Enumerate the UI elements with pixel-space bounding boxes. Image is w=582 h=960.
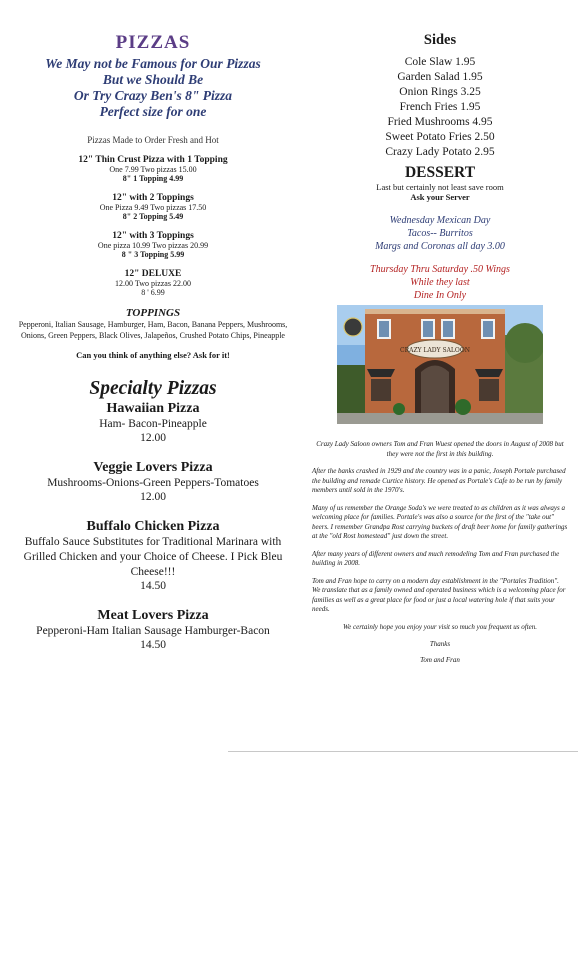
specialty-item-name: Buffalo Chicken Pizza (86, 519, 220, 534)
pizza-item-prices: One Pizza 9.49 Two pizzas 17.50 (99, 203, 207, 212)
pizza-item-eight-inch: 8 ' 6.99 (141, 288, 165, 297)
pizza-item-eight-inch: 8" 2 Topping 5.49 (122, 212, 184, 221)
toppings-list: Pepperoni, Italian Sausage, Hamburger, Ham, Bacon, Banana Peppers, Mushrooms, Onions, Green Peppers, Black Olives, Jalapeños, Crushed Potato Chips, Pineapple (18, 320, 288, 340)
pizza-item-eight-inch: 8 " 3 Topping 5.99 (121, 250, 185, 259)
specialty-item-price: 14.50 (140, 639, 166, 651)
thanks-text: Thanks (429, 640, 451, 648)
owners-signature: Tom and Fran (420, 655, 460, 664)
side-item: Cole Slaw 1.95 (404, 56, 476, 68)
pizza-item-heading: 12" Thin Crust Pizza with 1 Topping (78, 155, 228, 165)
story-paragraph: After the banks crashed in 1929 and the country was in a panic, Joseph Portale purchased the building and remade Curtice history. He opened as Portale's Cafe to be run by family members until sold in the 1970's. (312, 467, 566, 494)
side-item: Onion Rings 3.25 (399, 86, 481, 98)
pizza-item-heading: 12" DELUXE (124, 269, 182, 279)
sides-title: Sides (423, 32, 457, 48)
side-item: Crazy Lady Potato 2.95 (385, 146, 495, 158)
specialty-item (14, 608, 292, 651)
side-item: French Fries 1.95 (399, 101, 481, 113)
tagline-line: We May not be Famous for Our Pizzas (45, 56, 261, 71)
dessert-title: DESSERT (404, 164, 476, 181)
pizza-item (14, 269, 292, 297)
specialty-item-name: Hawaiian Pizza (106, 401, 200, 416)
special-line: Wednesday Mexican Day (389, 215, 491, 226)
saloon-building-photo (337, 305, 543, 424)
special-line: Tacos-- Burritos (407, 228, 473, 239)
specialty-item (14, 401, 292, 444)
dessert-ask: Ask your Server (410, 192, 470, 202)
specialty-item-price: 14.50 (140, 580, 166, 592)
pizza-item (14, 155, 292, 183)
specialty-item-desc: Buffalo Sauce Substitutes for Traditional Marinara with Grilled Chicken and your Choice of Cheese. I Pick Bleu Cheese!!! (23, 536, 283, 578)
tagline-line: But we Should Be (102, 72, 204, 87)
pizza-tagline (14, 56, 292, 120)
pizza-item-heading: 12" with 2 Toppings (112, 193, 194, 203)
side-item: Fried Mushrooms 4.95 (387, 116, 493, 128)
pizza-item-prices: One pizza 10.99 Two pizzas 20.99 (97, 241, 209, 250)
building-illustration (337, 305, 543, 424)
ask-for-it-note: Can you think of anything else? Ask for it! (76, 350, 230, 360)
specialty-item (14, 460, 292, 503)
pizza-item-heading: 12" with 3 Toppings (112, 231, 194, 241)
specialty-pizzas-title: Specialty Pizzas (89, 378, 217, 399)
specialty-item-price: 12.00 (140, 491, 166, 503)
pizza-item-eight-inch: 8" 1 Topping 4.99 (122, 174, 184, 183)
side-item: Sweet Potato Fries 2.50 (385, 131, 495, 143)
history-story (304, 440, 576, 665)
specialty-item-desc: Ham- Bacon-Pineapple (99, 418, 207, 430)
dessert-note: Last but certainly not least save room (376, 182, 504, 192)
special-line: While they last (410, 277, 470, 288)
pizza-item-prices: One 7.99 Two pizzas 15.00 (109, 165, 197, 174)
story-paragraph: Crazy Lady Saloon owners Tom and Fran Wuest opened the doors in August of 2008 but they were not the first in this building. (316, 440, 564, 458)
story-paragraph: After many years of different owners and much remodeling Tom and Fran purchased the building in 2008. (312, 549, 560, 567)
pizzas-title: PIZZAS (115, 32, 191, 53)
sides-list (304, 55, 576, 160)
wednesday-special (304, 214, 576, 253)
specialty-item-desc: Mushrooms-Onions-Green Peppers-Tomatoes (47, 477, 259, 489)
special-line: Margs and Coronas all day 3.00 (375, 241, 505, 252)
left-column (14, 32, 292, 651)
side-item: Garden Salad 1.95 (397, 71, 483, 83)
tagline-line: Or Try Crazy Ben's 8" Pizza (73, 88, 233, 103)
tagline-line: Perfect size for one (99, 104, 207, 119)
thursday-special (304, 263, 576, 302)
specialty-item-price: 12.00 (140, 432, 166, 444)
saloon-sign-text: CRAZY LADY SALOON (400, 347, 470, 354)
pizza-item (14, 231, 292, 259)
pizza-item (14, 193, 292, 221)
specialty-item-name: Veggie Lovers Pizza (93, 460, 213, 475)
special-line: Dine In Only (413, 290, 467, 301)
specialty-item (14, 519, 292, 592)
pizza-item-prices: 12.00 Two pizzas 22.00 (115, 279, 191, 288)
specialty-item-name: Meat Lovers Pizza (97, 608, 209, 623)
right-column (304, 32, 576, 671)
story-paragraph: Tom and Fran hope to carry on a modern day establishment in the "Portales Tradition". We translate that as a family owned and operated business which is a welcoming place for families as well as a great place for food or just a local watering hole if that suits your needs. (312, 576, 566, 613)
special-line: Thursday Thru Saturday .50 Wings (370, 264, 510, 275)
page-bottom-rule (228, 751, 578, 752)
made-to-order-note: Pizzas Made to Order Fresh and Hot (87, 135, 219, 145)
story-paragraph: We certainly hope you enjoy your visit so much you frequent us often. (342, 622, 538, 631)
toppings-heading: TOPPINGS (125, 307, 181, 319)
story-paragraph: Many of us remember the Orange Soda's we were treated to as children as it was always a welcoming place for families. Portale's was also a source for the first of the "take out" beers. I remember Grandpa Rost carrying buckets of draft beer home for family gatherings at the "old Rost homestead" just down the street. (312, 503, 568, 540)
specialty-item-desc: Pepperoni-Ham Italian Sausage Hamburger-Bacon (36, 625, 270, 637)
